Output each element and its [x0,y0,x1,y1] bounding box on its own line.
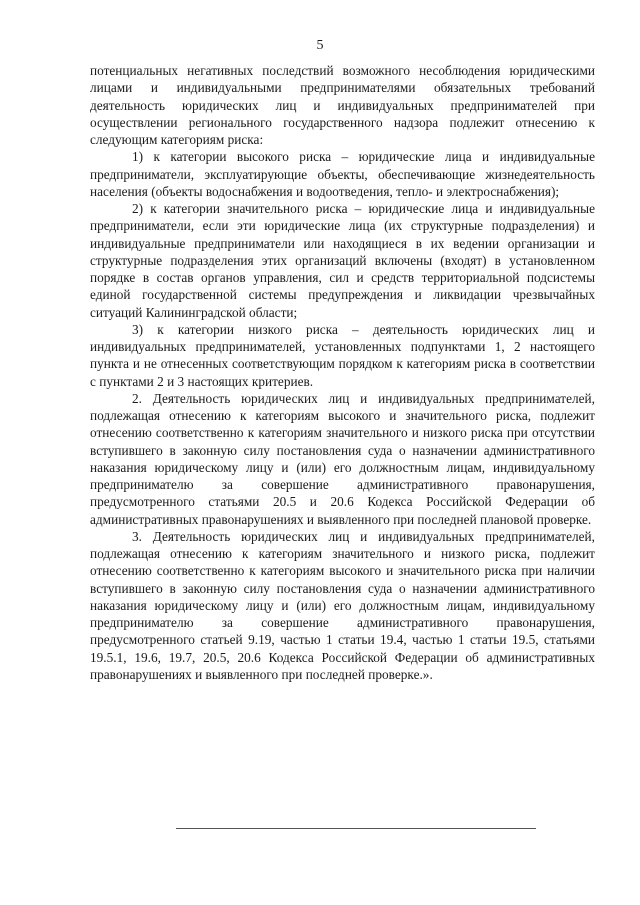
closing-divider [176,828,536,829]
document-body [90,62,595,683]
paragraph-significant-risk: 2) к категории значительного риска – юридические лица и индивидуальные предприниматели, если эти юридические лица (их структурные подразделения) и индивидуальные предприниматели или находящиеся в их ведении организации и структурные подразделения этих организаций включены (входят) в установленном порядке в состав органов управления, сил и средств территориальной подсистемы единой государственной системы предупреждения и ликвидации чрезвычайных ситуаций Калининградской области; [90,201,595,320]
paragraph-high-risk: 1) к категории высокого риска – юридические лица и индивидуальные предприниматели, эксплуатирующие объекты, обеспечивающие жизнедеятельность населения (объекты водоснабжения и водоотведения, тепло- и электроснабжения); [90,149,595,199]
paragraph-intro-continuation: потенциальных негативных последствий возможного несоблюдения юридическими лицами и индивидуальными предпринимателями обязательных требований деятельность юридических лиц и индивидуальных предпринимателей при осуществлении регионального государственного надзора подлежит отнесению к следующим категориям риска: [90,63,595,147]
page-number: 5 [316,38,324,53]
paragraph-clause-3: 3. Деятельность юридических лиц и индивидуальных предпринимателей, подлежащая отнесению к категориям значительного и низкого риска, подлежит отнесению соответственно к категориям высокого и значительного риска при наличии вступившего в законную силу постановления суда о назначении административного наказания юридическому лицу и (или) его должностным лицам, индивидуальному предпринимателю за совершение административного правонарушения, предусмотренного статьей 9.19, частью 1 статьи 19.4, частью 1 статьи 19.5, статьями 19.5.1, 19.6, 19.7, 20.5, 20.6 Кодекса Российской Федерации об административных правонарушениях и выявленного при последней проверке.». [90,528,595,682]
paragraph-low-risk: 3) к категории низкого риска – деятельность юридических лиц и индивидуальных предпринимателей, установленных подпунктами 1, 2 настоящего пункта и не отнесенных соответствующим порядком к категориям риска в соответствии с пунктами 2 и 3 настоящих критериев. [90,321,595,389]
paragraph-clause-2: 2. Деятельность юридических лиц и индивидуальных предпринимателей, подлежащая отнесению к категориям высокого и значительного риска, подлежит отнесению соответственно к категориям значительного и низкого риска при отсутствии вступившего в законную силу постановления суда о назначении административного наказания юридическому лицу и (или) его должностным лицам, индивидуальному предпринимателю за совершение административного правонарушения, предусмотренного статьями 20.5 и 20.6 Кодекса Российской Федерации об административных правонарушениях и выявленного при последней плановой проверке. [90,390,595,527]
